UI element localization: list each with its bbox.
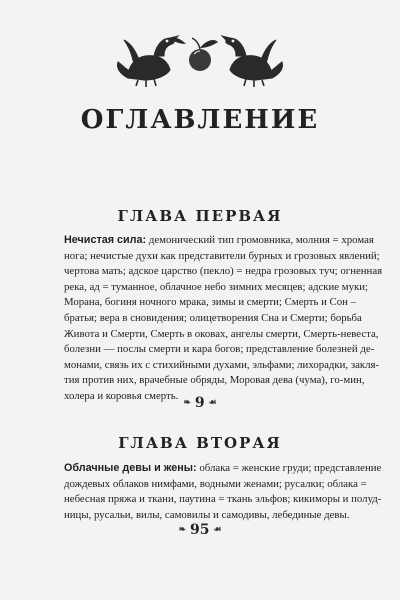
summary-line: Нечистая сила: демонический тип громовника, молния = хромая bbox=[64, 234, 374, 246]
summary-line: тия против них, врачебные обряды, Моровая дева (чума), го-мин, bbox=[64, 374, 365, 387]
summary-line: братья; вера в сновидения; олицетворения Сна и Смерти; борьба bbox=[64, 311, 362, 324]
summary-line: нога; нечистые духи как представители бурных и грозовых явлений; bbox=[64, 249, 380, 262]
summary-line: холера и коровья смерть. bbox=[64, 389, 179, 402]
summary-line: ницы, русальи, вилы, самовилы и самодивы, лебединые девы. bbox=[64, 508, 350, 521]
summary-line: река, ад = туманное, облачное небо зимних месяцев; адские муки; bbox=[64, 280, 369, 293]
toc-heading: ОГЛАВЛЕНИЕ bbox=[80, 105, 320, 135]
summary-line: болезни — послы смерти и кара богов; представление болезней де- bbox=[64, 343, 375, 356]
leaf-icon: ☙ bbox=[208, 398, 217, 408]
page-number: 9 bbox=[194, 395, 205, 411]
summary-line: монами, связь их с стихийными духами, эльфами; лихорадки, закля- bbox=[64, 358, 380, 371]
leaf-icon: ❧ bbox=[183, 398, 191, 408]
chapter-one-summary bbox=[64, 233, 383, 405]
leaf-icon: ☙ bbox=[213, 525, 222, 535]
chapter-two-term: Облачные девы и жены: bbox=[64, 462, 197, 474]
chapter-two-page-number bbox=[0, 522, 400, 538]
ornament-birds-icon bbox=[110, 26, 290, 90]
summary-line: Облачные девы и жены: облака = женские груди; представление bbox=[64, 462, 382, 474]
summary-line: чертова мать; адское царство (пекло) = недра грозовых туч; огненная bbox=[64, 265, 383, 278]
chapter-two-title: ГЛАВА ВТОРАЯ bbox=[118, 434, 282, 452]
summary-line: Морана, богиня ночного мрака, зимы и смерти; Смерть и Сон – bbox=[64, 296, 357, 309]
summary-line: Живота и Смерти, Смерть в оковах, ангелы смерти, Смерть-невеста, bbox=[64, 327, 379, 340]
leaf-icon: ❧ bbox=[178, 525, 186, 535]
summary-line: небесная пряжа и ткани, паутина = ткань эльфов; кикиморы и полуд- bbox=[64, 493, 382, 506]
chapter-one-term: Нечистая сила: bbox=[64, 234, 147, 246]
chapter-one-title: ГЛАВА ПЕРВАЯ bbox=[117, 207, 283, 225]
page-number: 95 bbox=[189, 522, 210, 538]
chapter-two-summary bbox=[64, 461, 382, 523]
chapter-one-page-number bbox=[0, 395, 400, 411]
summary-line: дождевых облаков нимфами, водными женами; русалки; облака = bbox=[64, 477, 367, 490]
